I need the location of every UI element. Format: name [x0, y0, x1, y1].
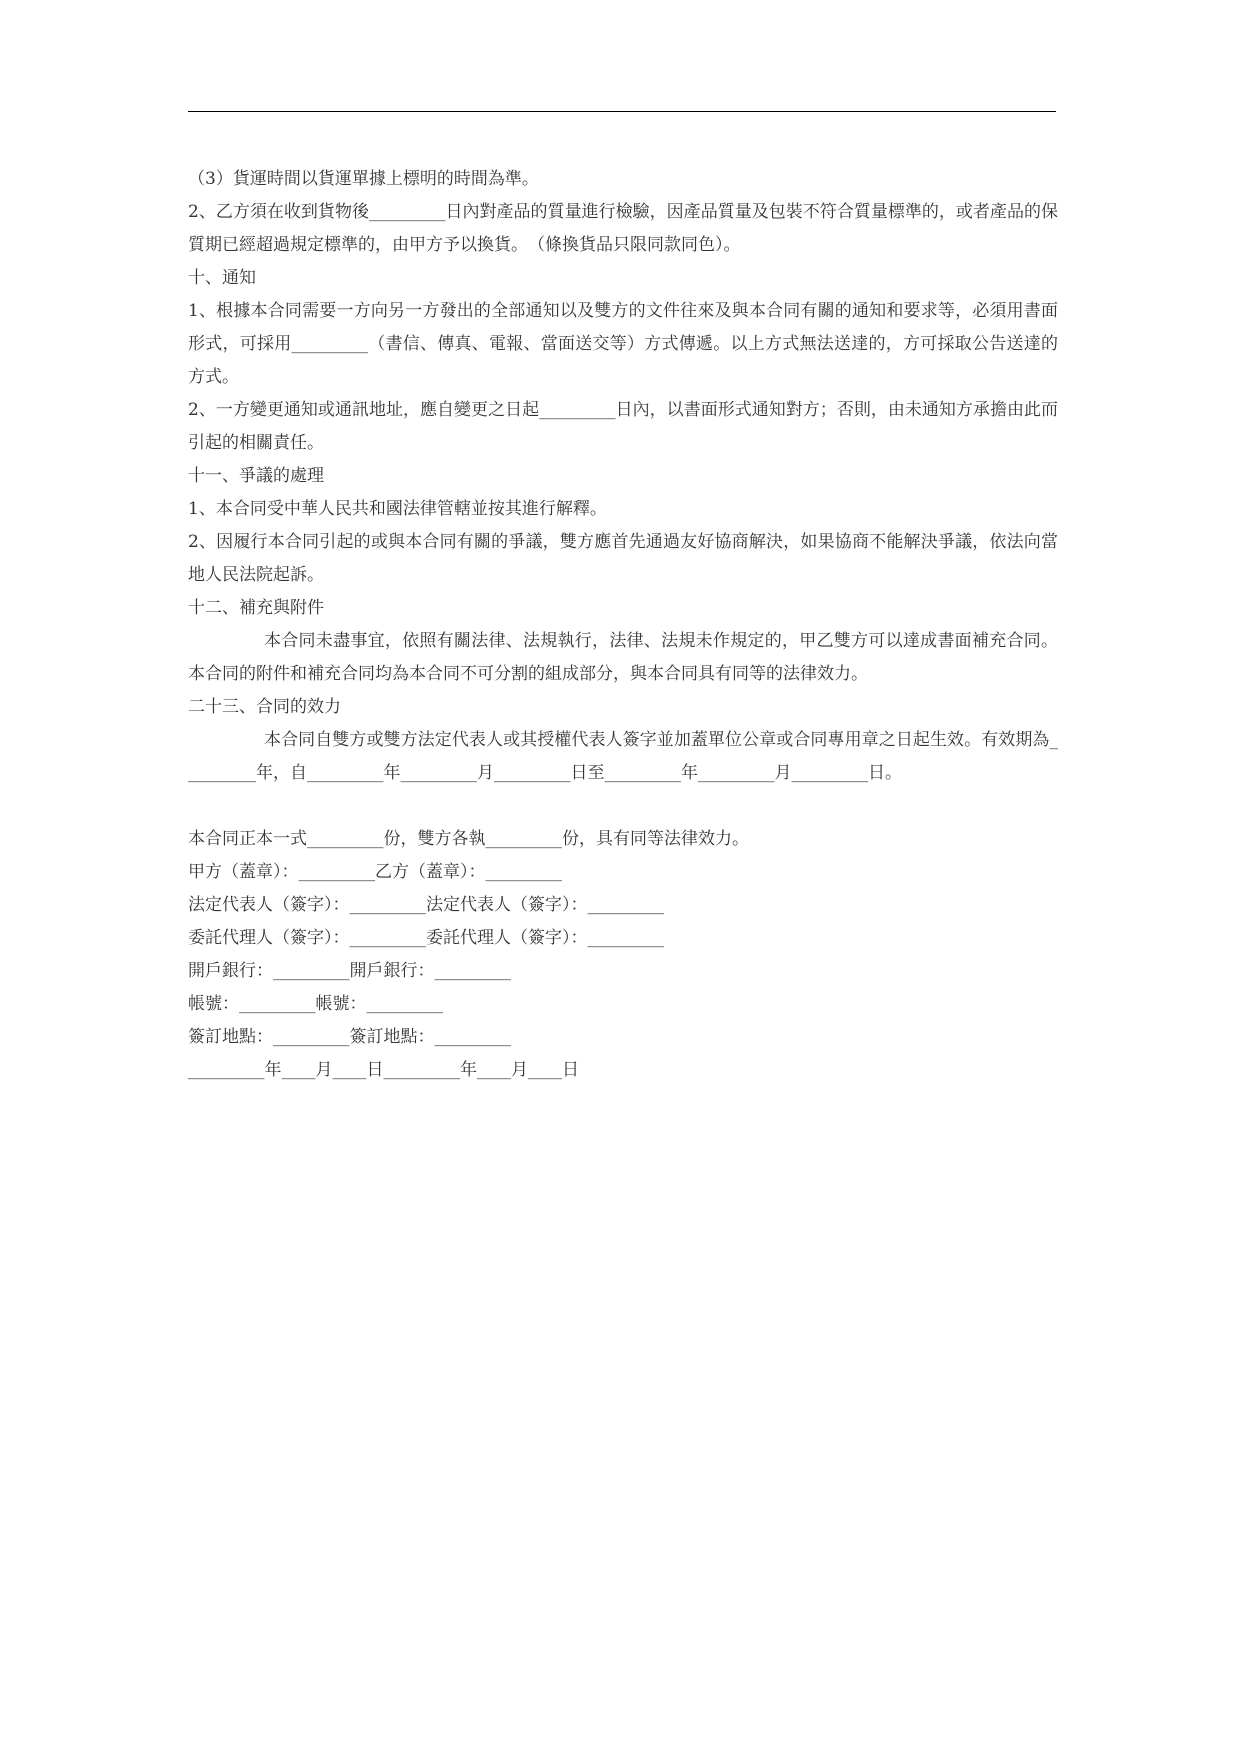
copies-line: 本合同正本一式_________份，雙方各執_________份，具有同等法律效力。 [188, 829, 749, 849]
signing-place-line: 簽訂地點：_________簽訂地點：_________ [188, 1027, 511, 1047]
legal-rep-line: 法定代表人（簽字）：_________法定代表人（簽字）：_________ [188, 895, 664, 915]
clause-governing-law: 1、本合同受中華人民共和國法律管轄並按其進行解釋。 [188, 499, 607, 519]
date-line: _________年____月____日_________年____月____日 [188, 1060, 579, 1080]
header-rule [188, 111, 1056, 112]
party-seal-line: 甲方（蓋章）：_________乙方（蓋章）：_________ [188, 862, 562, 882]
clause-address-change: 2、一方變更通知或通訊地址，應自變更之日起_________日內，以書面形式通知對方；否則，由未通知方承擔由此而引起的相關責任。 [188, 400, 1058, 453]
bank-line: 開戶銀行：_________開戶銀行：_________ [188, 961, 511, 981]
clause-notice-form: 1、根據本合同需要一方向另一方發出的全部通知以及雙方的文件往來及與本合同有關的通知和要求等，必須用書面形式，可採用_________（書信、傳真、電報、當面送交等）方式傳遞。以上方式無法送達的，方可採取公告送達的方式。 [188, 301, 1058, 387]
clause-dispute-resolution: 2、因履行本合同引起的或與本合同有關的爭議，雙方應首先通過友好協商解決，如果協商不能解決爭議，依法向當地人民法院起訴。 [188, 532, 1058, 585]
section-heading-notice: 十、通知 [188, 268, 256, 288]
agent-line: 委託代理人（簽字）：_________委託代理人（簽字）：_________ [188, 928, 664, 948]
section-heading-validity: 二十三、合同的效力 [188, 697, 341, 717]
account-line: 帳號：_________帳號：_________ [188, 994, 443, 1014]
clause-shipping-time: （3）貨運時間以貨運單據上標明的時間為準。 [188, 169, 539, 189]
section-heading-disputes: 十一、爭議的處理 [188, 466, 324, 486]
section-heading-supplements: 十二、補充與附件 [188, 598, 324, 618]
clause-inspection: 2、乙方須在收到貨物後_________日內對產品的質量進行檢驗，因產品質量及包裝不符合質量標準的，或者產品的保質期已經超過規定標準的，由甲方予以換貨。 （條換貨品只限同款同色）。 [188, 202, 1058, 255]
spacer [188, 790, 1058, 823]
clause-supplements: 本合同未盡事宜，依照有關法律、法規執行，法律、法規未作規定的，甲乙雙方可以達成書面補充合同。本合同的附件和補充合同均為本合同不可分割的組成部分，與本合同具有同等的法律效力。 [188, 631, 1058, 684]
document-body [188, 163, 1058, 1087]
clause-validity: 本合同自雙方或雙方法定代表人或其授權代表人簽字並加蓋單位公章或合同專用章之日起生效。有效期為_________年，自_________年_________月_________日至_________年_________月_________日。 [188, 730, 1058, 783]
